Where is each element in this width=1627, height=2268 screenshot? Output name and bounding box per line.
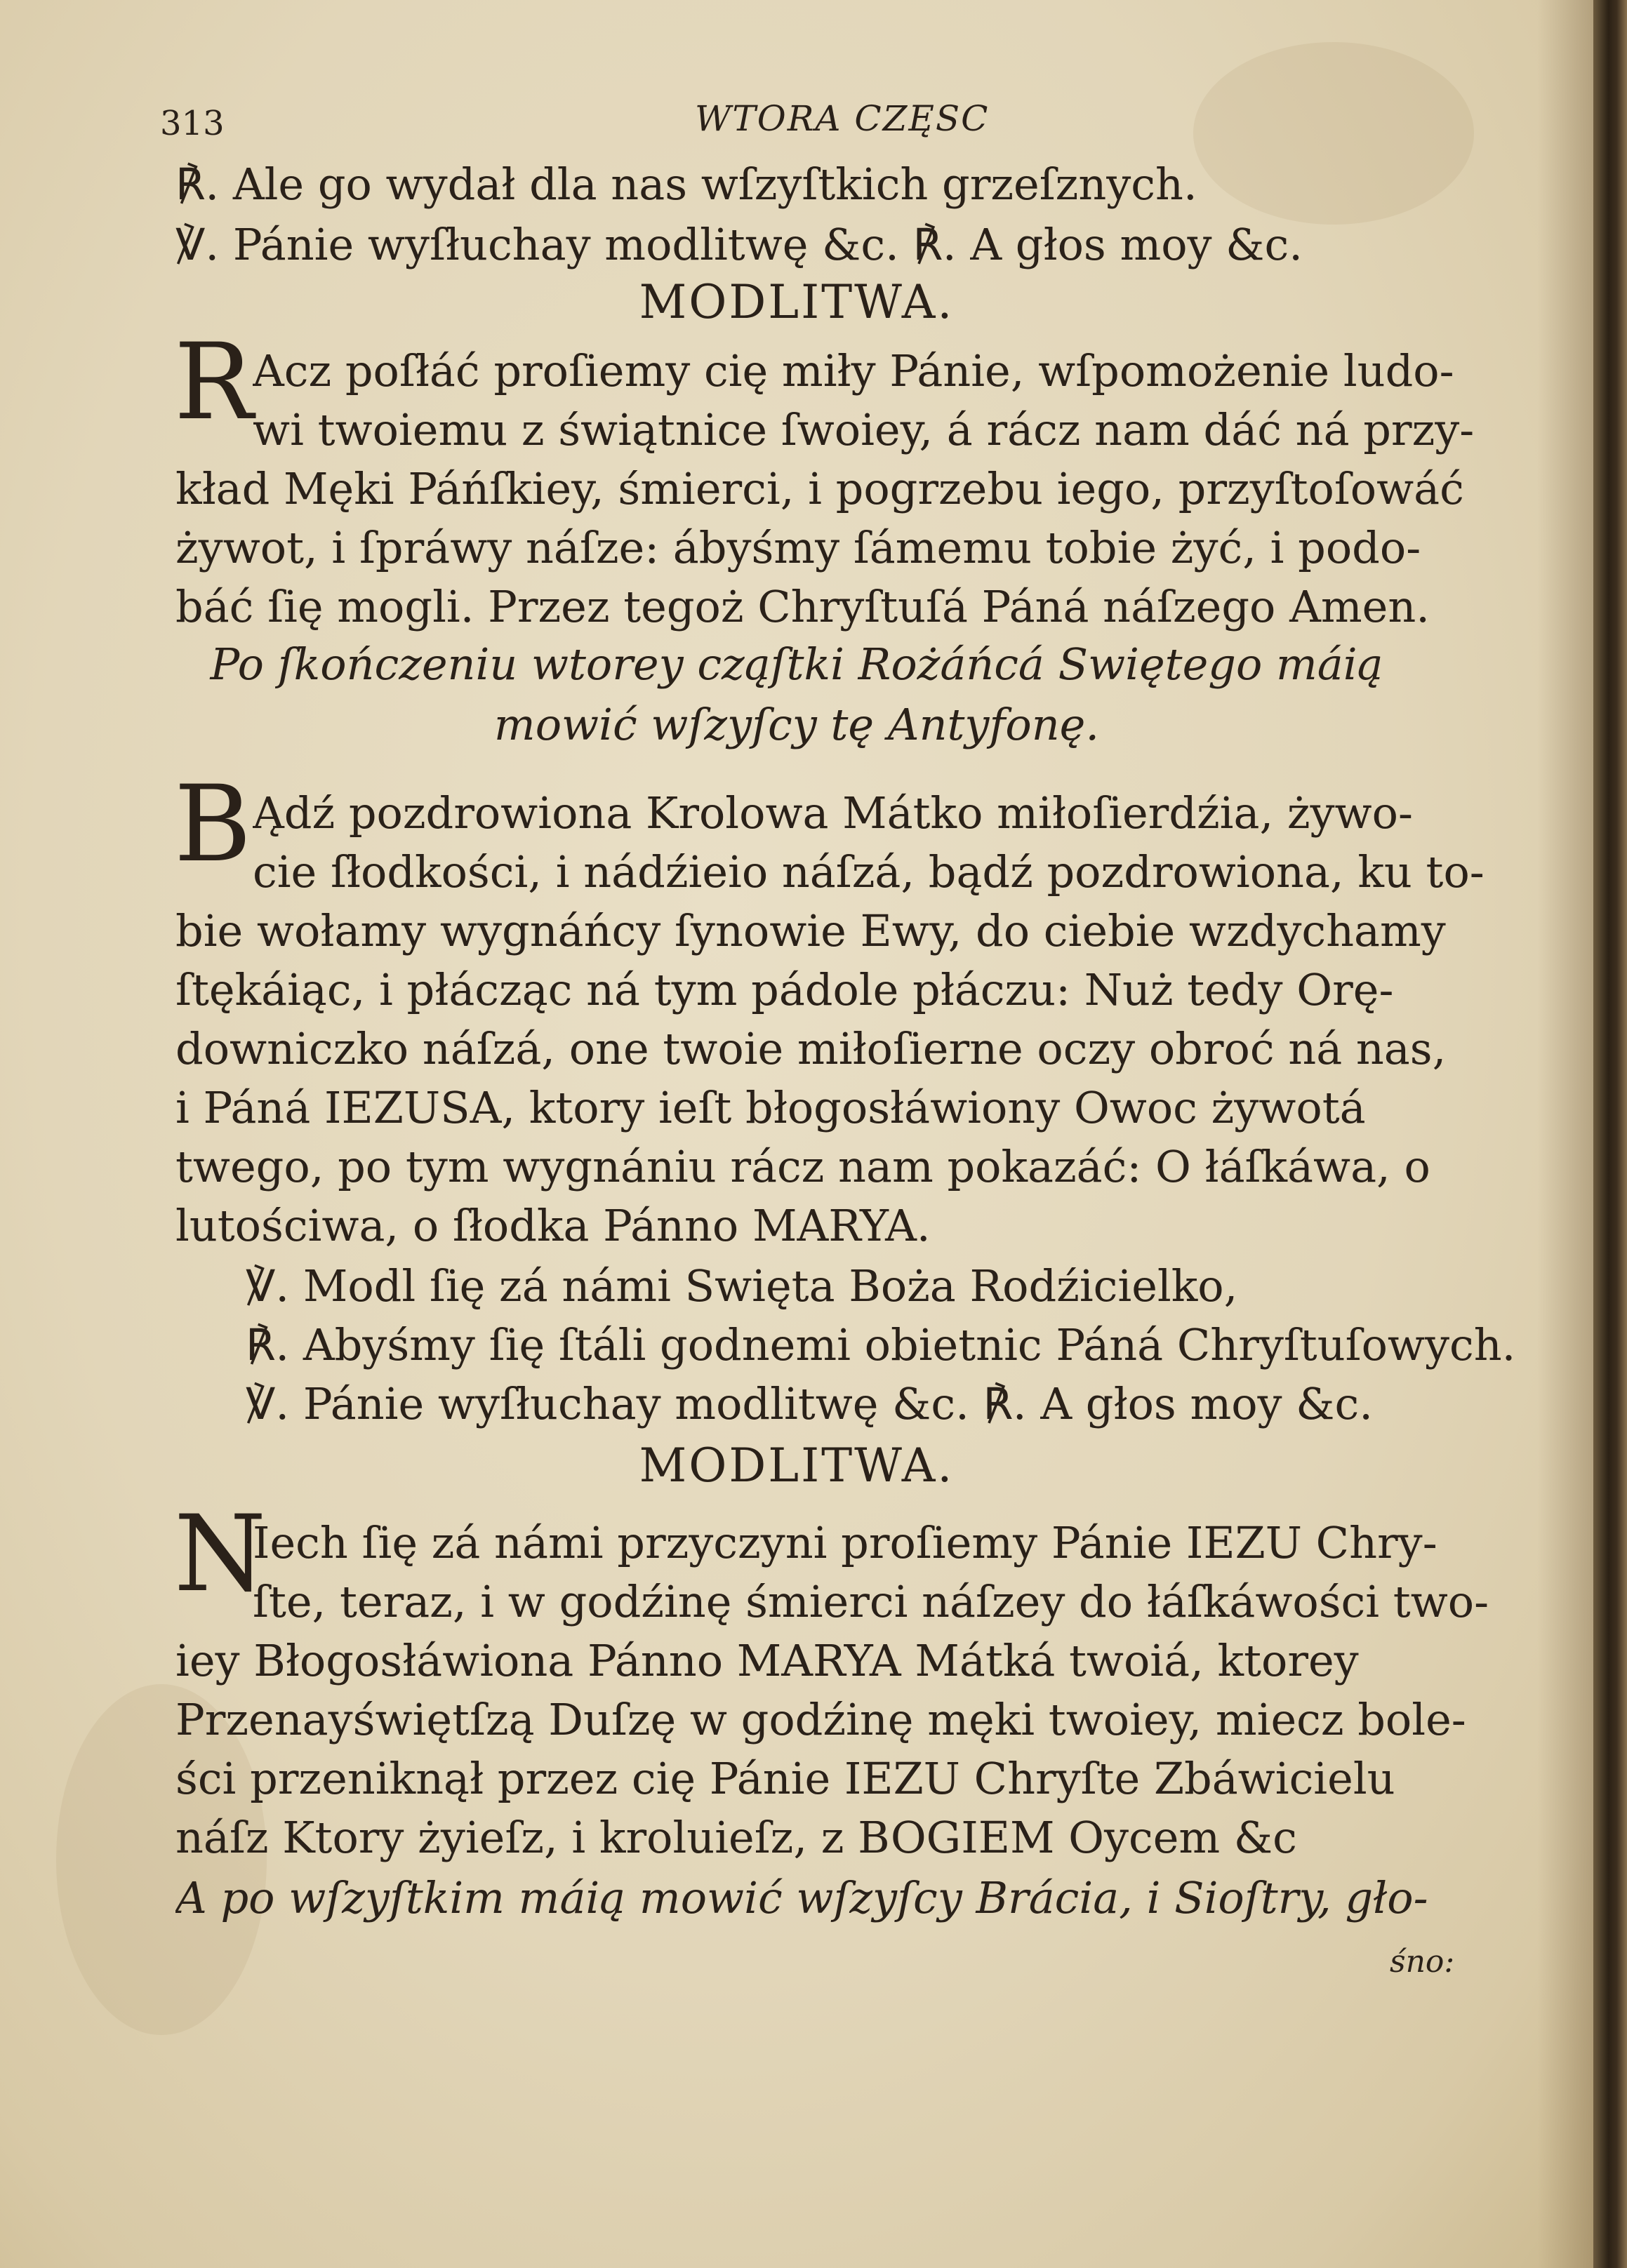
response-line: ℟. Abyśmy ſię ſtáli godnemi obietnic Páná Chryſtuſowych.: [246, 1319, 1516, 1370]
section-heading-2: MODLITWA.: [639, 1439, 955, 1493]
prayer2-line: ſte, teraz, i w godźinę śmierci náſzey do łáſkáwości two-: [253, 1576, 1489, 1627]
prayer1-line: wi twoiemu z świątnice ſwoiey, á rácz nam dáć ná przy-: [253, 404, 1475, 455]
catchword: śno:: [1390, 1944, 1455, 1980]
drop-cap-n: N: [174, 1493, 267, 1615]
page-number: 313: [160, 104, 225, 143]
page-edge-shadow: [1537, 0, 1593, 2268]
book-spine: [1593, 0, 1627, 2268]
antiphon-line: Ądź pozdrowiona Krolowa Mátko miłoſierdźia, żywo-: [253, 787, 1413, 839]
versicle-line: ℣. Modl ſię zá námi Swięta Boża Rodźicielko,: [246, 1260, 1238, 1312]
running-title: WTORA CZĘSC: [695, 98, 990, 139]
versicle-line: ℣. Pánie wyſłuchay modlitwę &c. ℟. A głos moy &c.: [246, 1378, 1373, 1429]
rubric-line: mowić wſzyſcy tę Antyfonę.: [493, 699, 1100, 750]
prayer1-line: kład Męki Páńſkiey, śmierci, i pogrzebu iego, przyſtoſowáć: [175, 463, 1464, 514]
antiphon-line: i Páná IEZUSA, ktory ieſt błogosłáwiony Owoc żywotá: [175, 1082, 1366, 1133]
antiphon-line: bie wołamy wygnáńcy ſynowie Ewy, do ciebie wzdychamy: [175, 905, 1446, 956]
antiphon-line: ſtękáiąc, i płácząc ná tym pádole płáczu: Nuż tedy Orę-: [175, 964, 1394, 1015]
antiphon-line: downiczko náſzá, one twoie miłoſierne oczy obroć ná nas,: [175, 1023, 1447, 1074]
antiphon-line: lutościwa, o ſłodka Pánno MARYA.: [175, 1200, 931, 1251]
prayer2-line: Przenayświętſzą Duſzę w godźinę męki twoiey, miecz bole-: [175, 1694, 1466, 1745]
prayer2-line: Iech ſię zá námi przyczyni proſiemy Pánie IEZU Chry-: [253, 1517, 1437, 1568]
response-line: ℟. Ale go wydał dla nas wſzyſtkich grzeſznych.: [175, 159, 1197, 210]
rubric-line: Po ſkończeniu wtorey cząſtki Rożáńcá Swiętego máią: [210, 639, 1383, 690]
prayer1-line: báć ſię mogli. Przez tegoż Chryſtuſá Páná náſzego Amen.: [175, 581, 1430, 632]
prayer2-line: iey Błogosłáwiona Pánno MARYA Mátká twoiá, ktorey: [175, 1635, 1359, 1686]
antiphon-line: cie ſłodkości, i nádźieio náſzá, bądź pozdrowiona, ku to-: [253, 846, 1485, 898]
drop-cap-b: B: [174, 763, 252, 886]
prayer2-line: ści przeniknął przez cię Pánie IEZU Chryſte Zbáwicielu: [175, 1753, 1395, 1804]
antiphon-line: twego, po tym wygnániu rácz nam pokazáć: O łáſkáwa, o: [175, 1141, 1430, 1192]
drop-cap-r: R: [174, 321, 253, 443]
versicle-line: ℣. Pánie wyſłuchay modlitwę &c. ℟. A głos moy &c.: [175, 219, 1303, 270]
closing-rubric: A po wſzyſtkim máią mowić wſzyſcy Brácia, i Sioſtry, gło-: [175, 1872, 1428, 1923]
prayer2-line: náſz Ktory żyieſz, i kroluieſz, z BOGIEM Oycem &c: [175, 1812, 1297, 1863]
prayer1-line: żywot, i ſpráwy náſze: ábyśmy ſámemu tobie żyć, i podo-: [175, 522, 1421, 573]
section-heading-1: MODLITWA.: [639, 275, 955, 329]
prayer1-line: Acz poſłáć proſiemy cię miły Pánie, wſpomożenie ludo-: [253, 345, 1454, 396]
